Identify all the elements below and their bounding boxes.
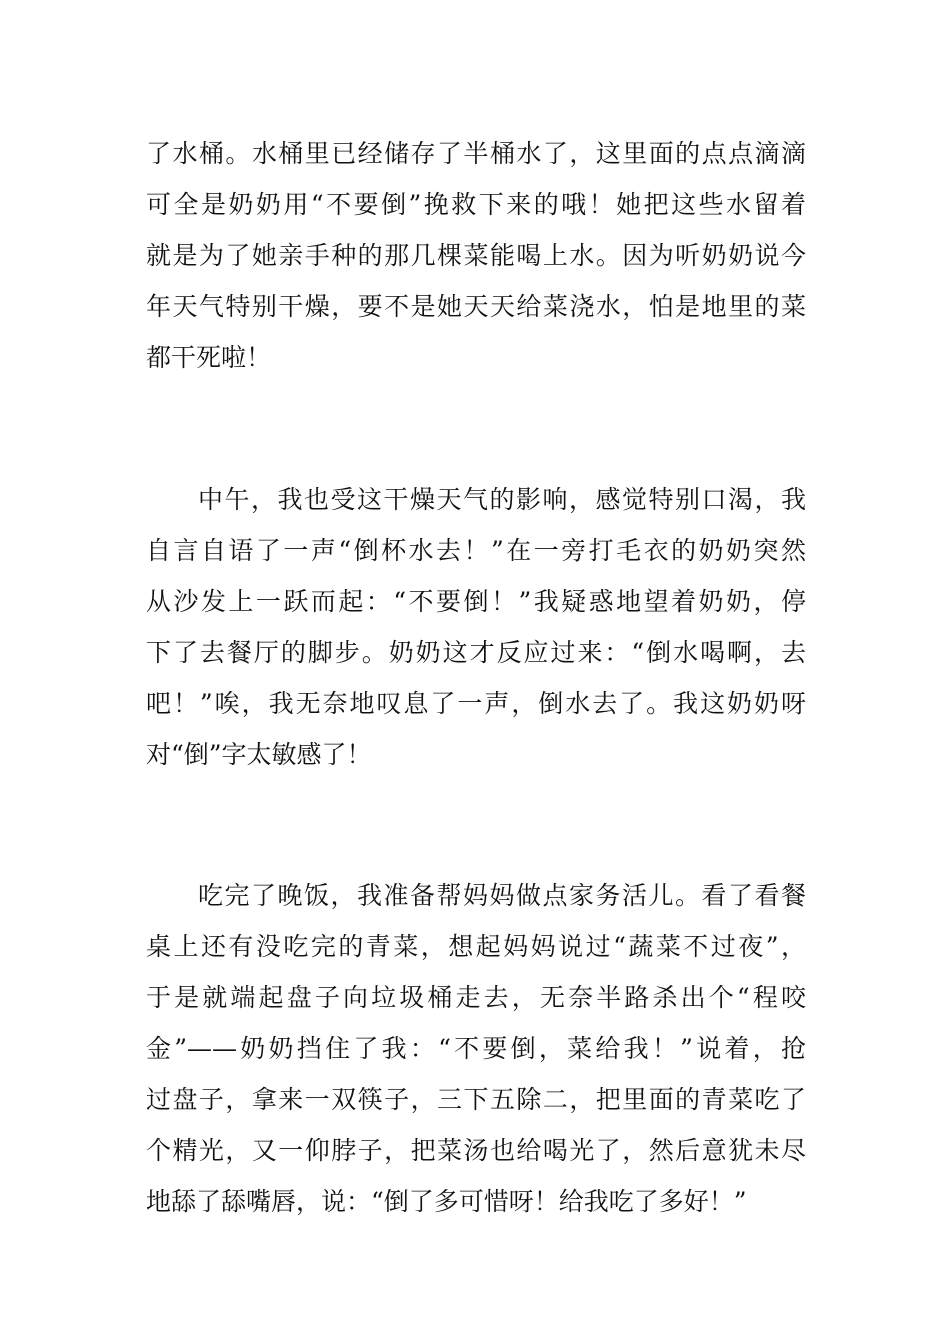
paragraph-3 [146, 870, 806, 1227]
paragraph-2 [146, 474, 806, 780]
paragraph-line: 自言自语了一声“倒杯水去！”在一旁打毛衣的奶奶突然 [146, 536, 806, 565]
paragraph-line: 过盘子，拿来一双筷子，三下五除二，把里面的青菜吃了 [146, 1085, 806, 1114]
paragraph-line: 都干死啦！ [146, 343, 272, 372]
paragraph-line: 金”——奶奶挡住了我：“不要倒，菜给我！”说着，抢 [146, 1034, 806, 1063]
paragraph-1 [146, 128, 806, 383]
paragraph-line: 个精光，又一仰脖子，把菜汤也给喝光了，然后意犹未尽 [146, 1136, 806, 1165]
paragraph-line: 从沙发上一跃而起：“不要倒！”我疑惑地望着奶奶，停 [146, 587, 806, 616]
paragraph-line: 可全是奶奶用“不要倒”挽救下来的哦！她把这些水留着 [146, 190, 806, 219]
paragraph-line: 吃完了晚饭，我准备帮妈妈做点家务活儿。看了看餐 [198, 881, 806, 910]
paragraph-line: 地舔了舔嘴唇，说：“倒了多可惜呀！给我吃了多好！” [146, 1187, 747, 1216]
paragraph-line: 对“倒”字太敏感了！ [146, 740, 372, 769]
paragraph-line: 中午，我也受这干燥天气的影响，感觉特别口渴，我 [198, 485, 806, 514]
paragraph-line: 吧！”唉，我无奈地叹息了一声，倒水去了。我这奶奶呀 [146, 689, 806, 718]
paragraph-line: 就是为了她亲手种的那几棵菜能喝上水。因为听奶奶说今 [146, 241, 806, 270]
paragraph-line: 桌上还有没吃完的青菜，想起妈妈说过“蔬菜不过夜”， [146, 932, 806, 961]
paragraph-line: 于是就端起盘子向垃圾桶走去，无奈半路杀出个“程咬 [146, 983, 806, 1012]
paragraph-line: 了水桶。水桶里已经储存了半桶水了，这里面的点点滴滴 [146, 139, 806, 168]
paragraph-line: 年天气特别干燥，要不是她天天给菜浇水，怕是地里的菜 [146, 292, 806, 321]
paragraph-line: 下了去餐厅的脚步。奶奶这才反应过来：“倒水喝啊，去 [146, 638, 806, 667]
